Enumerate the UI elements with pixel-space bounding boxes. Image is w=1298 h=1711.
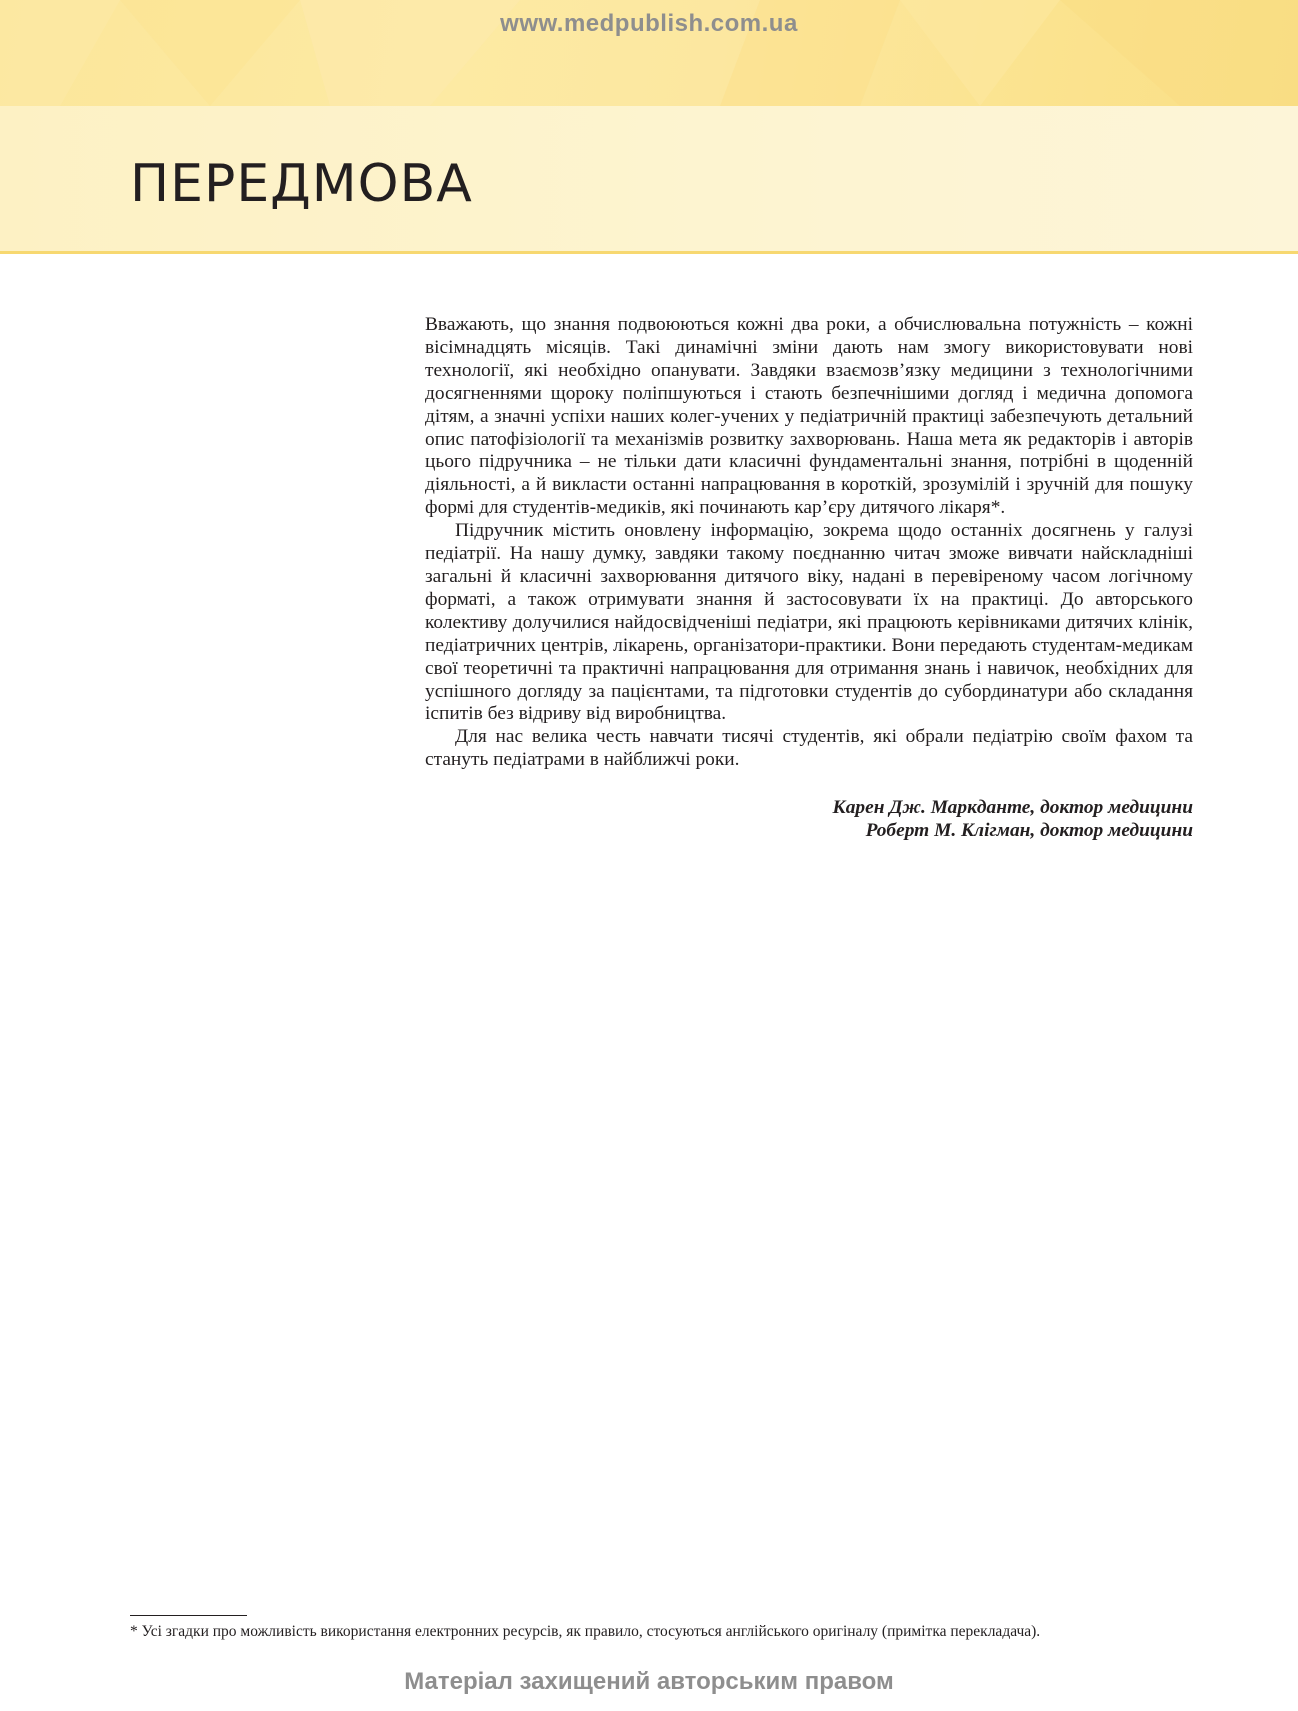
site-url[interactable]: www.medpublish.com.ua [500, 10, 798, 37]
footnote-divider [130, 1615, 247, 1616]
signature-author: Карен Дж. Маркданте, доктор медицини [832, 797, 1193, 818]
paragraph: Вважають, що знання подвоюються кожні два роки, а обчислювальна потужність – кожні вісімнадцять місяців. Такі динамічні зміни дають нам змогу використовувати нові технології, які необхідно опанувати. Завдяки взаємозв’язку медицини з технологічними досягненнями щороку поліпшуються і стають безпечнішими догляд і медична допомога дітям, а значні успіхи наших колег-учених у педіатричній практиці забезпечують детальний опис патофізіології та механізмів розвитку захворювань. Наша мета як редакторів і авторів цього підручника – не тільки дати класичні фундаментальні знання, потрібні в щоденній діяльності, а й викласти останні напрацювання в короткій, зрозумілій і зручній для пошуку формі для студентів-медиків, які починають кар’єру дитячого лікаря*. [425, 314, 1193, 519]
footnote: * Усі згадки про можливість використання електронних ресурсів, як правило, стосуються англійського оригіналу (примітка перекладача). [130, 1623, 1041, 1640]
body-text [425, 314, 1193, 772]
paragraph: Підручник містить оновлену інформацію, зокрема щодо останніх досягнень у галузі педіатрії. На нашу думку, завдяки такому поєднанню читач зможе вивчати найскладніші загальні й класичні захворювання дитячого віку, надані в перевіреному часом логічному форматі, а також отримувати знання й застосовувати їх на практиці. До авторського колективу долучилися найдосвідченіші педіатри, які працюють керівниками дитячих клінік, педіатричних центрів, лікарень, організатори-практики. Вони передають студентам-медикам свої теоретичні та практичні напрацювання для отримання знань і навичок, необхідних для успішного догляду за пацієнтами, та підготовки студентів до субординатури або складання іспитів без відриву від виробництва. [425, 520, 1193, 725]
copyright-notice: Матеріал захищений авторським правом [404, 1668, 894, 1695]
signature-author: Роберт М. Клігман, доктор медицини [865, 820, 1193, 841]
header-band [0, 0, 1298, 106]
page-title: ПЕРЕДМОВА [130, 154, 473, 214]
paragraph: Для нас велика честь навчати тисячі студентів, які обрали педіатрію своїм фахом та стануть педіатрами в найближчі роки. [425, 726, 1193, 771]
signatures [425, 796, 1193, 842]
